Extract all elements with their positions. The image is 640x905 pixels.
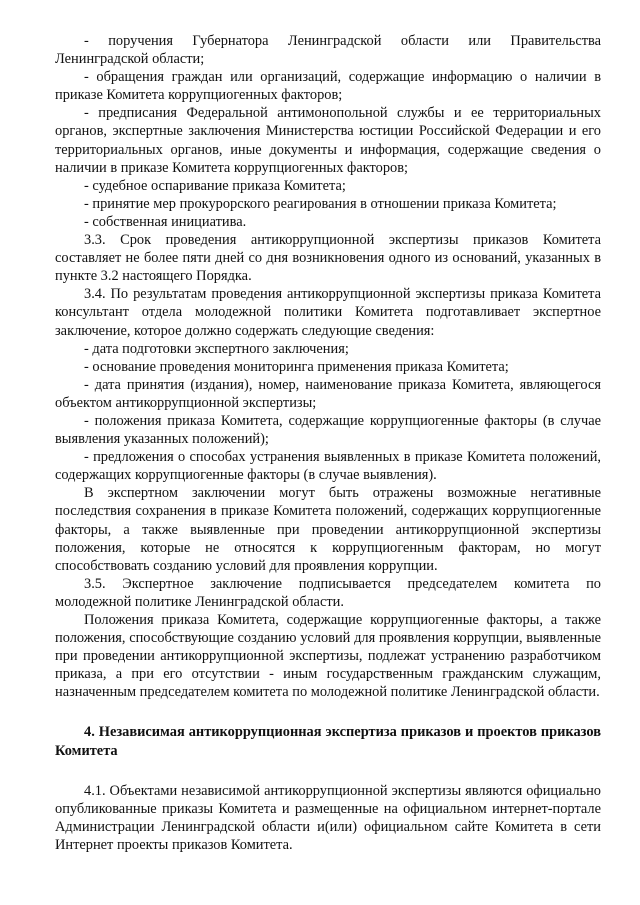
clause-4-1: 4.1. Объектами независимой антикоррупционной экспертизы являются официально опубликованные приказы Комитета и размещенные на официальном интернет-портале Администрации Ленинградской области и(или) официальном сайте Комитета в сети Интернет проекты приказов Комитета. — [55, 782, 601, 853]
list-item-governor-orders: - поручения Губернатора Ленинградской области или Правительства Ленинградской области; — [55, 33, 601, 68]
clause-3-5: 3.5. Экспертное заключение подписывается председателем комитета по молодежной политике Ленинградской области. — [55, 575, 601, 610]
list-item-citizen-appeals: - обращения граждан или организаций, содержащие информацию о наличии в приказе Комитета коррупциогенных факторов; — [55, 69, 601, 104]
list-item-preparation-date: - дата подготовки экспертного заключения; — [84, 340, 349, 357]
list-item-elimination-proposals: - предложения о способах устранения выявленных в приказе Комитета положений, содержащих коррупциогенные факторы (в случае выявления). — [55, 449, 601, 484]
clause-3-4: 3.4. По результатам проведения антикоррупционной экспертизы приказа Комитета консультант отдела молодежной политики Комитета подготавливает экспертное заключение, которое должно содержать следующие сведения: — [55, 286, 601, 339]
list-item-order-details: - дата принятия (издания), номер, наименование приказа Комитета, являющегося объектом антикоррупционной экспертизы; — [55, 376, 601, 411]
section-4-heading: 4. Независимая антикоррупционная экспертиза приказов и проектов приказов Комитета — [55, 724, 601, 759]
paragraph-provisions-elimination: Положения приказа Комитета, содержащие коррупциогенные факторы, а также положения, способствующие созданию условий для проявления коррупции, выявленные при проведении антикоррупционной экспертизы, подлежат устранению разработчиком приказа, а при его отсутствии - иным государственным гражданским служащим, назначенным председателем комитета по молодежной политике Ленинградской области. — [55, 612, 601, 701]
list-item-prosecutor-measures: - принятие мер прокурорского реагирования в отношении приказа Комитета; — [84, 195, 557, 212]
list-item-own-initiative: - собственная инициатива. — [84, 213, 247, 230]
clause-3-3: 3.3. Срок проведения антикоррупционной экспертизы приказов Комитета составляет не более пяти дней со дня возникновения одного из оснований, указанных в пункте 3.2 настоящего Порядка. — [55, 232, 601, 285]
list-item-monitoring-basis: - основание проведения мониторинга применения приказа Комитета; — [84, 358, 509, 375]
list-item-corruption-provisions: - положения приказа Комитета, содержащие коррупциогенные факторы (в случае выявления указанных положений); — [55, 412, 601, 448]
list-item-court-challenge: - судебное оспаривание приказа Комитета; — [84, 177, 346, 194]
list-item-fas-instructions: - предписания Федеральной антимонопольной службы и ее территориальных органов, экспертные заключения Министерства юстиции Российской Федерации и его территориальных органов, иные документы и информация, содержащие сведения о наличии в приказе Комитета коррупциогенных факторов; — [55, 105, 601, 176]
paragraph-negative-consequences: В экспертном заключении могут быть отражены возможные негативные последствия сохранения в приказе Комитета положений, содержащих коррупциогенные факторы, а также выявленные при проведении антикоррупционной экспертизы положения, которые не относятся к коррупциогенным факторам, но могут способствовать созданию условий для проявления коррупции. — [55, 485, 601, 574]
